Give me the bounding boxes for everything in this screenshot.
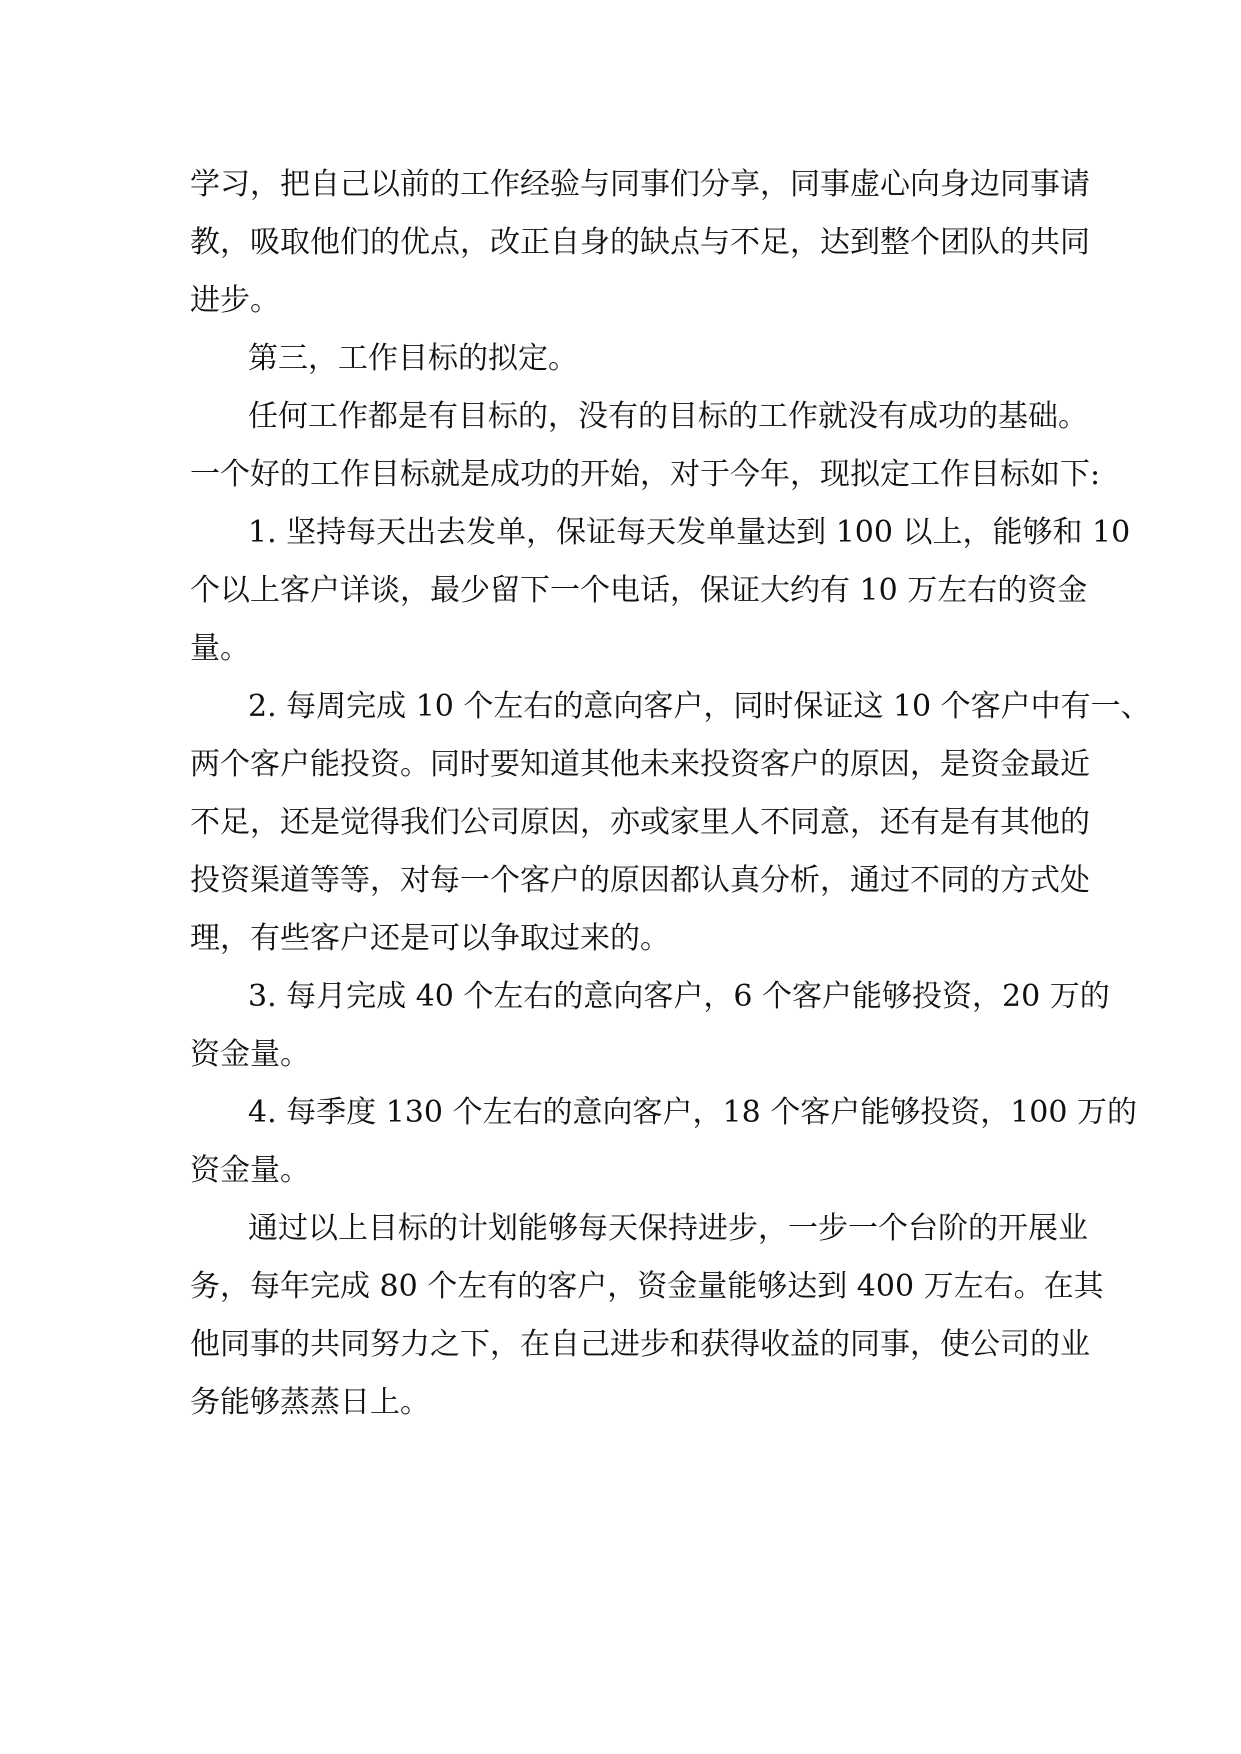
text-line: 第三，工作目标的拟定。 [248,341,578,376]
text-line: 个以上客户详谈，最少留下一个电话，保证大约有 10 万左右的资金 [190,573,1088,608]
text-line: 资金量。 [190,1037,310,1072]
text-line: 进步。 [190,283,280,318]
text-line: 通过以上目标的计划能够每天保持进步，一步一个台阶的开展业 [248,1211,1088,1246]
text-line: 理，有些客户还是可以争取过来的。 [190,921,670,956]
text-line: 任何工作都是有目标的，没有的目标的工作就没有成功的基础。 [248,399,1088,434]
text-line: 务能够蒸蒸日上。 [190,1385,430,1420]
text-line: 量。 [190,631,250,666]
text-line: 不足，还是觉得我们公司原因，亦或家里人不同意，还有是有其他的 [190,805,1090,840]
paragraph-continuation [190,156,1090,330]
text-line: 3. 每月完成 40 个左右的意向客户，6 个客户能够投资，20 万的 [248,979,1110,1014]
text-line: 投资渠道等等，对每一个客户的原因都认真分析，通过不同的方式处 [190,863,1090,898]
text-line: 两个客户能投资。同时要知道其他未来投资客户的原因，是资金最近 [190,747,1090,782]
text-line: 他同事的共同努力之下，在自己进步和获得收益的同事，使公司的业 [190,1327,1090,1362]
goal-item-1 [190,504,1131,678]
text-line: 2. 每周完成 10 个左右的意向客户，同时保证这 10 个客户中有一、 [248,689,1151,724]
text-line: 学习，把自己以前的工作经验与同事们分享，同事虚心向身边同事请 [190,167,1090,202]
goal-item-2 [190,678,1151,968]
text-line: 一个好的工作目标就是成功的开始，对于今年，现拟定工作目标如下: [190,457,1101,492]
goal-item-3 [190,968,1110,1084]
paragraph-conclusion [190,1200,1104,1432]
text-line: 教，吸取他们的优点，改正自身的缺点与不足，达到整个团队的共同 [190,225,1090,260]
document-body [190,156,1151,1432]
paragraph-intro [190,388,1101,504]
section-heading [190,330,1070,388]
text-line: 1. 坚持每天出去发单，保证每天发单量达到 100 以上，能够和 10 [248,515,1131,550]
goal-item-4 [190,1084,1137,1200]
text-line: 务，每年完成 80 个左有的客户，资金量能够达到 400 万左右。在其 [190,1269,1104,1304]
text-line: 4. 每季度 130 个左右的意向客户，18 个客户能够投资，100 万的 [248,1095,1137,1130]
text-line: 资金量。 [190,1153,310,1188]
